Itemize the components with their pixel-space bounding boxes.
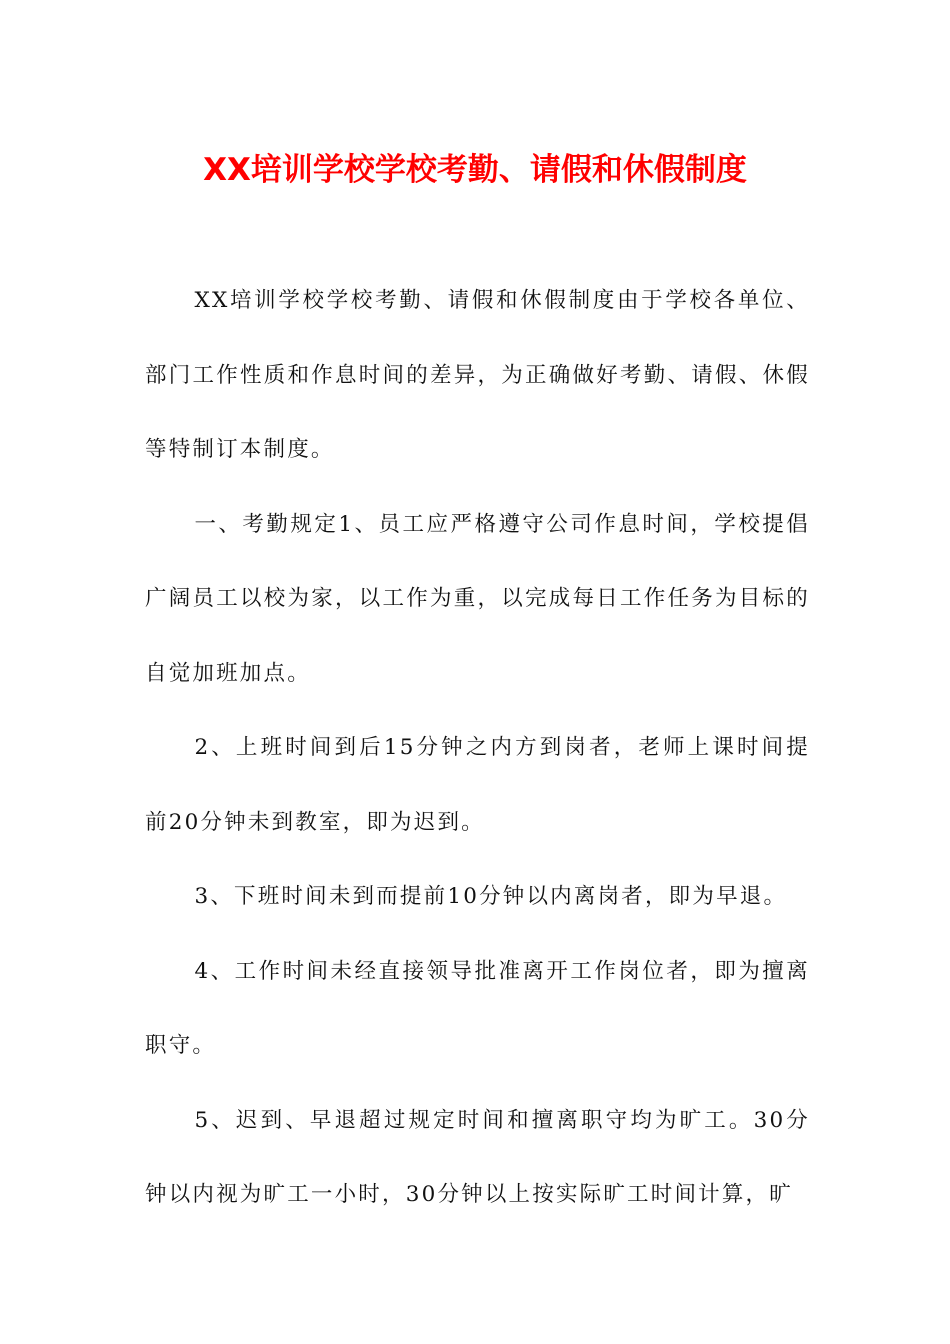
paragraph-leaving-post-rule: 4、工作时间未经直接领导批准离开工作岗位者，即为擅离职守。 xyxy=(145,958,810,1058)
paragraph-late-rule: 2、上班时间到后15分钟之内方到岗者，老师上课时间提前20分钟未到教室，即为迟到。 xyxy=(145,735,810,835)
document-body xyxy=(145,264,810,1233)
paragraph-early-leave-rule: 3、下班时间未到而提前10分钟以内离岗者，即为早退。 xyxy=(194,884,788,909)
paragraph-absence-rule: 5、迟到、早退超过规定时间和擅离职守均为旷工。30分钟以内视为旷工一小时，30分钟以上按实际旷工时间计算，旷 xyxy=(145,1107,810,1207)
paragraph-attendance-rule-1: 一、考勤规定1、员工应严格遵守公司作息时间，学校提倡广阔员工以校为家，以工作为重，以完成每日工作任务为目标的自觉加班加点。 xyxy=(145,511,810,686)
document-title: XX培训学校学校考勤、请假和休假制度 xyxy=(203,152,747,188)
paragraph-intro: XX培训学校学校考勤、请假和休假制度由于学校各单位、部门工作性质和作息时间的差异，为正确做好考勤、请假、休假等特制订本制度。 xyxy=(145,288,810,462)
